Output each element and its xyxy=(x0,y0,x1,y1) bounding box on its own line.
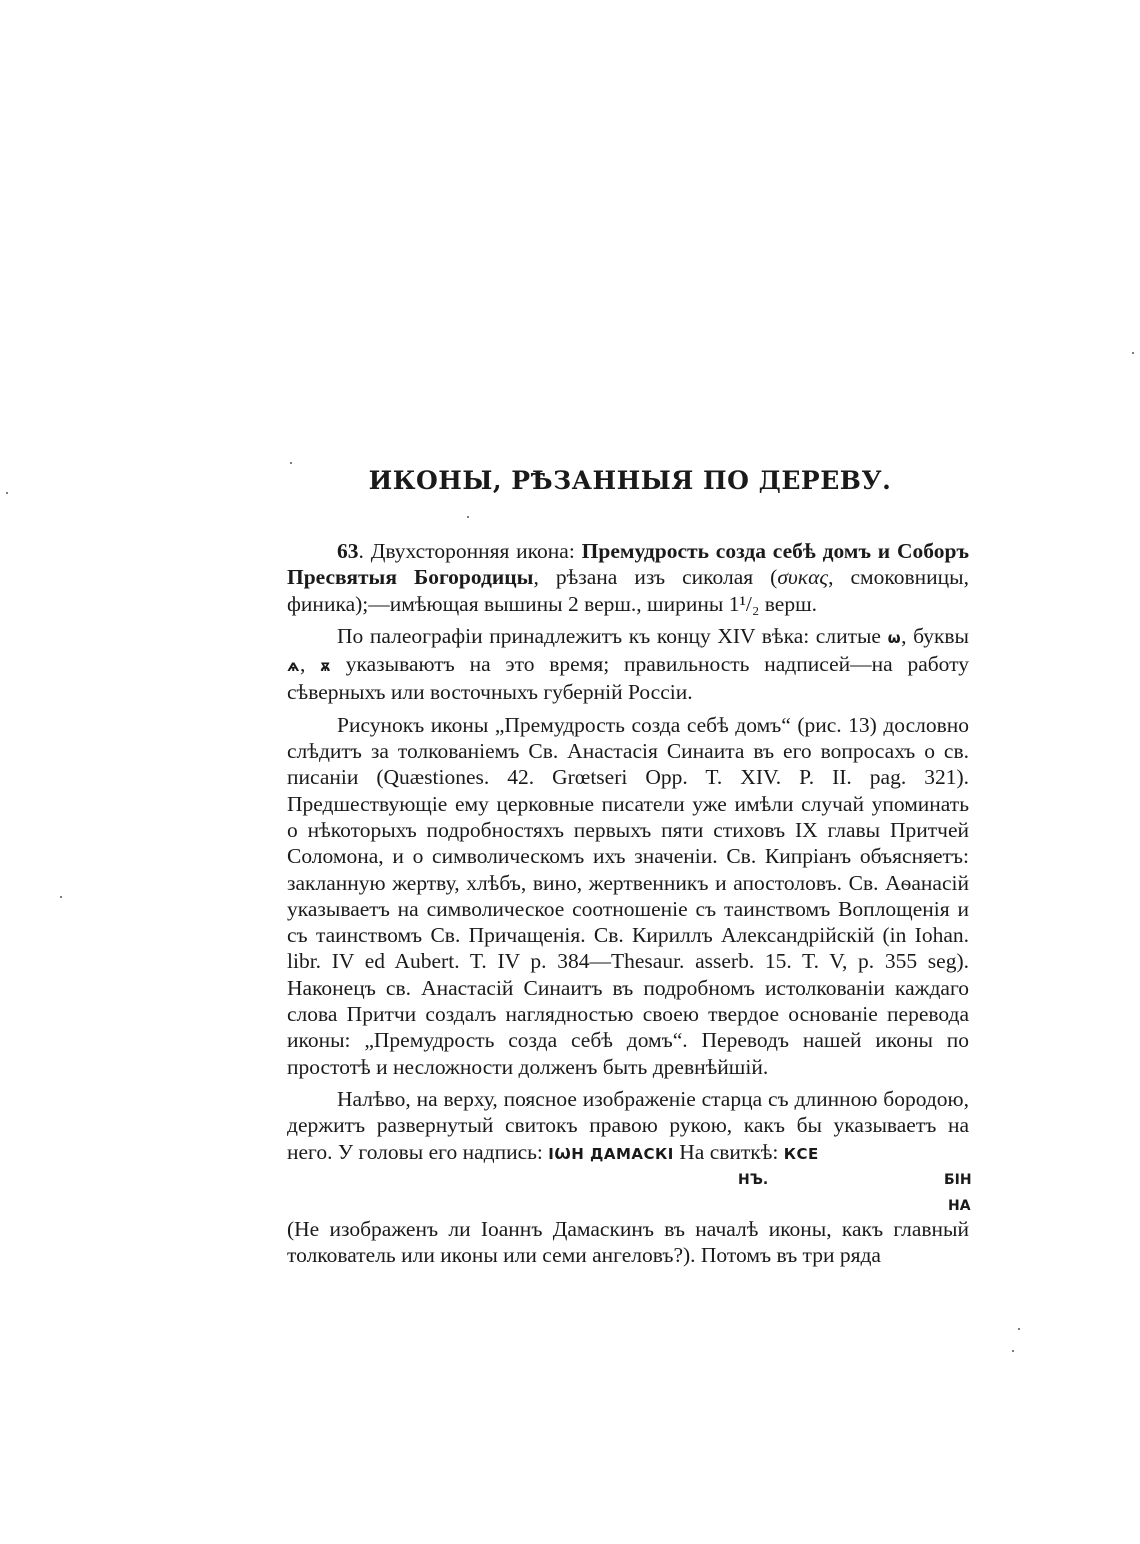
body-text xyxy=(287,538,969,1167)
paragraph-63 xyxy=(287,538,969,617)
entry-text-a: , рѣзана изъ сиколая ( xyxy=(533,565,778,590)
paragraph-drawing: Рисунокъ иконы „Премудрость созда себѣ домъ“ (рис. 13) дословно слѣдитъ за толкованіемъ Св. Анастасія Синаита въ его вопросахъ о св. писаніи (Quæstiones. 42. Grœtseri Opp. T. XIV. P. II. pag. 321). Предшествующіе ему церковные писатели уже имѣли случай упоминать о нѣкоторыхъ подробностяхъ первыхъ пяти стиховъ IX главы Притчей Соломона, и о символическомъ ихъ значеніи. Св. Кипріанъ объясняетъ: закланную жертву, хлѣбъ, вино, жертвенникъ и апостоловъ. Св. Аѳанасій указываетъ на символическое соотношеніе съ таинствомъ Воплощенія и съ таинствомъ Св. Причащенія. Св. Кириллъ Александрійскій (in Iohan. libr. IV ed Aubert. T. IV p. 384—Thesaur. asserb. 15. T. V, p. 355 seg). Наконецъ св. Анастасій Синаитъ въ подробномъ истолкованіи каждаго слова Притчи создалъ наглядностью своею твердое основаніе перевода иконы: „Премудрость созда себѣ домъ“. Переводъ нашей иконы по простотѣ и несложности долженъ быть древнѣйшій. xyxy=(287,712,969,1079)
paragraph-left-figure xyxy=(287,1086,969,1167)
paragraph-damascene: (Не изображенъ ли Іоаннъ Дамаскинъ въ началѣ иконы, какъ главный толкователь или иконы или семи ангеловъ?). Потомъ въ три ряда xyxy=(287,1217,969,1268)
slavonic-letter-3: ѫ xyxy=(320,657,331,676)
paragraph-paleography xyxy=(287,623,969,706)
greek-word: συκας xyxy=(777,565,829,590)
scroll-inscription-3: НА xyxy=(948,1198,971,1214)
slavonic-letter-1: ѡ xyxy=(887,628,902,647)
paleo-text-b: , буквы xyxy=(901,623,970,648)
paleo-text-a: По палеографіи принадлежитъ къ концу XIV вѣка: слитые xyxy=(337,623,888,648)
paleo-text-c: , xyxy=(299,652,321,677)
entry-text-b: , смоковницы, финика);—имѣющая вышины 2 верш., ширины 1¹/₂ верш. xyxy=(287,565,969,616)
scroll-inscription-1: КСЕ xyxy=(783,1144,819,1163)
paleo-text-d: указываютъ на это время; правильность надписей—на работу сѣверныхъ или восточныхъ губерній Россіи. xyxy=(287,652,970,705)
entry-intro: . Двухсторонняя икона: xyxy=(358,539,582,563)
icon-title: Премудрость созда себѣ домъ и Соборъ Пресвятыя Богородицы xyxy=(287,539,970,590)
left-figure-text: Налѣво, на верху, поясное изображеніе старца съ длинною бородою, держитъ развернутый свитокъ правою рукою, какъ бы указываетъ на него. У головы его надпись: xyxy=(287,1086,969,1164)
inscription-head-cont: НЪ. xyxy=(738,1172,769,1188)
scroll-inscription-2: БІН xyxy=(944,1172,972,1188)
page-heading: ИКОНЫ, РѢЗАННЫЯ ПО ДЕРЕВУ. xyxy=(368,466,892,495)
slavonic-letter-2: ѧ xyxy=(287,657,300,676)
scroll-label: На свиткѣ: xyxy=(679,1139,779,1164)
body-text-continued xyxy=(287,1216,969,1275)
entry-number: 63 xyxy=(337,539,359,563)
inscription-head: ІѠН ДАМАСКІ xyxy=(548,1144,674,1163)
